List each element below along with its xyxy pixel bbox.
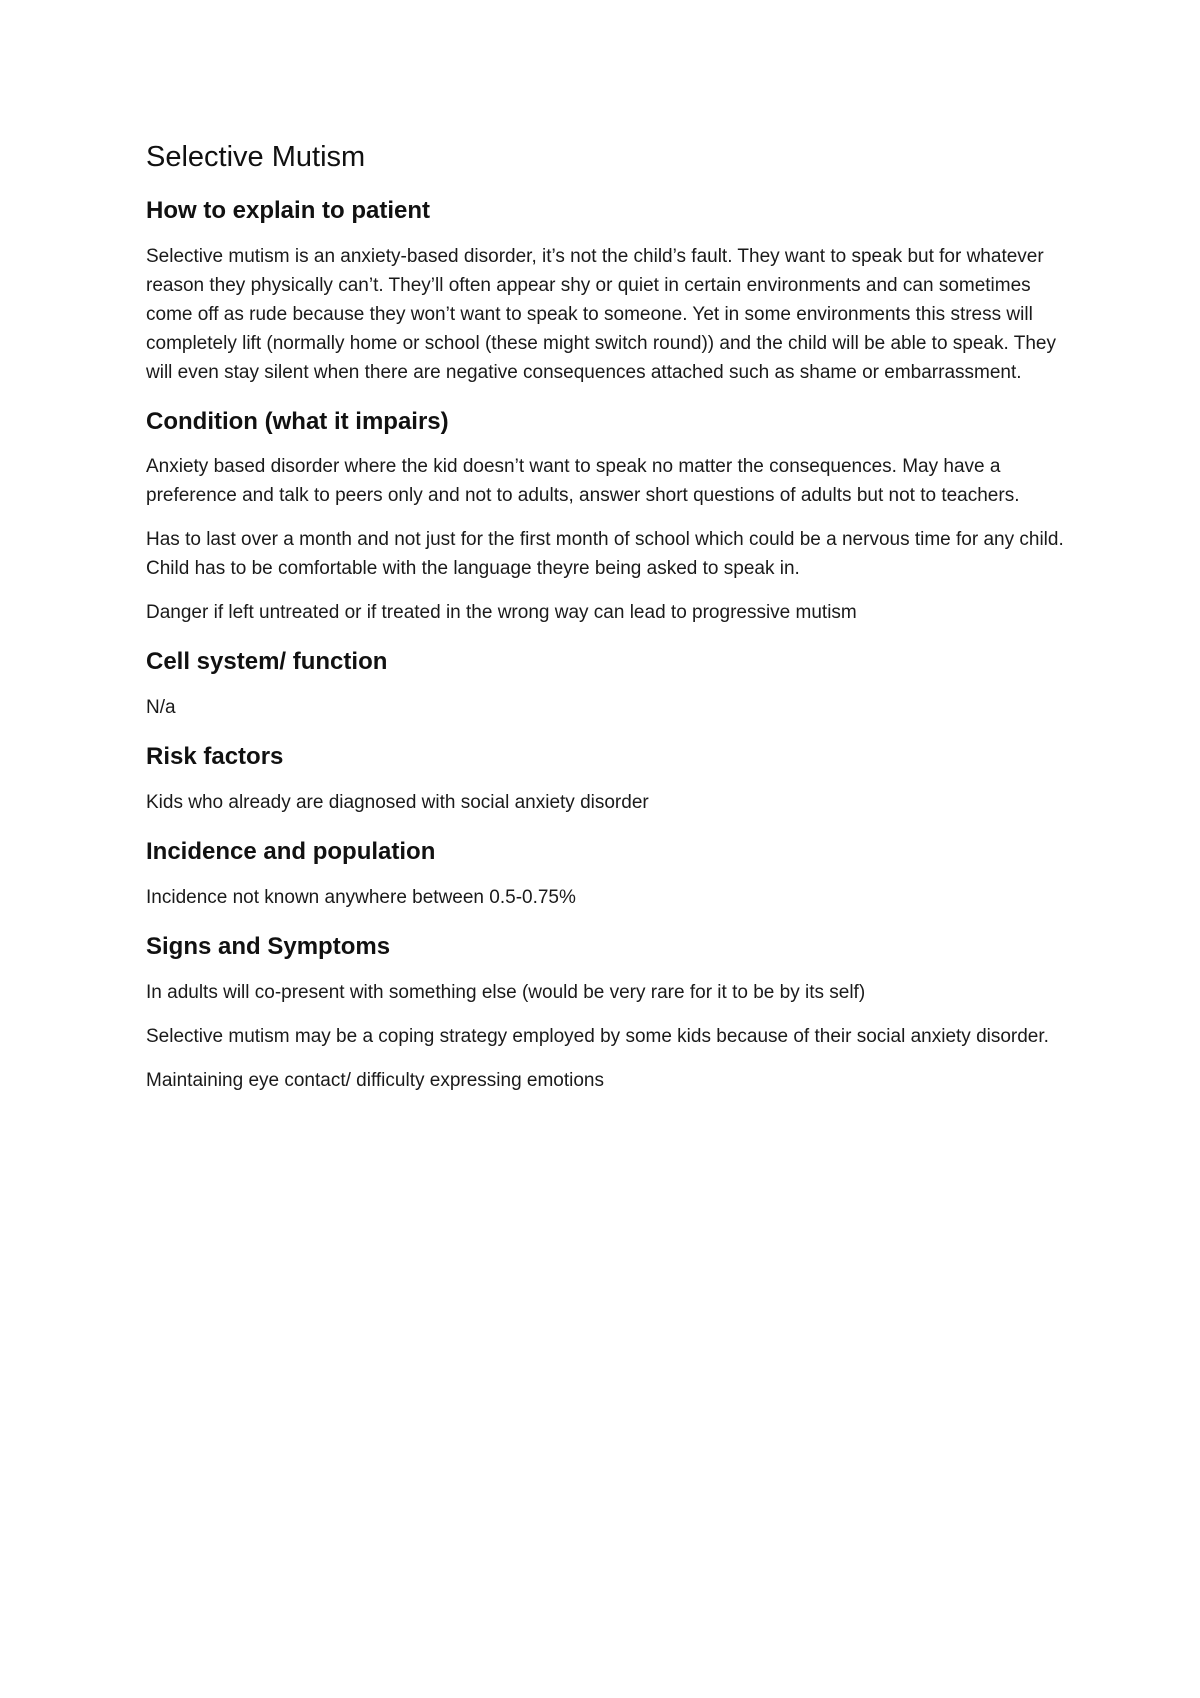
- section-heading: Risk factors: [146, 743, 284, 771]
- section-heading: Signs and Symptoms: [146, 932, 391, 960]
- section-paragraph: Selective mutism may be a coping strategy employed by some kids because of their social anxiety disorder.: [146, 1025, 1049, 1047]
- section-cell-system: [146, 648, 1066, 722]
- section-paragraph: Kids who already are diagnosed with social anxiety disorder: [146, 791, 649, 813]
- section-paragraph: Danger if left untreated or if treated in the wrong way can lead to progressive mutism: [146, 602, 857, 624]
- section-paragraph: Has to last over a month and not just for the first month of school which could be a nervous time for any child. Child has to be comfortable with the language theyre being asked to speak in.: [146, 529, 1064, 580]
- section-heading: Cell system/ function: [146, 648, 388, 676]
- section-how-to-explain: [146, 197, 1066, 387]
- section-signs-symptoms: [146, 933, 1066, 1095]
- section-incidence: [146, 838, 1066, 912]
- section-paragraph: N/a: [146, 697, 176, 719]
- section-paragraph: Maintaining eye contact/ difficulty expressing emotions: [146, 1069, 605, 1091]
- section-risk-factors: [146, 743, 1066, 817]
- section-paragraph: Incidence not known anywhere between 0.5-0.75%: [146, 886, 576, 908]
- section-heading: Condition (what it impairs): [146, 407, 449, 435]
- section-heading: How to explain to patient: [146, 196, 431, 224]
- section-paragraph: Anxiety based disorder where the kid doesn’t want to speak no matter the consequences. May have a preference and talk to peers only and not to adults, answer short questions of adults but not to teachers.: [146, 456, 1020, 507]
- document-title: Selective Mutism: [146, 141, 366, 173]
- section-paragraph: In adults will co-present with something else (would be very rare for it to be by its self): [146, 981, 866, 1003]
- section-condition: [146, 408, 1066, 628]
- section-paragraph: Selective mutism is an anxiety-based disorder, it’s not the child’s fault. They want to speak but for whatever reason they physically can’t. They’ll often appear shy or quiet in certain environments and can sometimes come off as rude because they won’t want to speak to someone. Yet in some environments this stress will completely lift (normally home or school (these might switch round)) and the child will be able to speak. They will even stay silent when there are negative consequences attached such as shame or embarrassment.: [146, 245, 1056, 383]
- document-page: [146, 140, 1066, 1116]
- section-heading: Incidence and population: [146, 837, 436, 865]
